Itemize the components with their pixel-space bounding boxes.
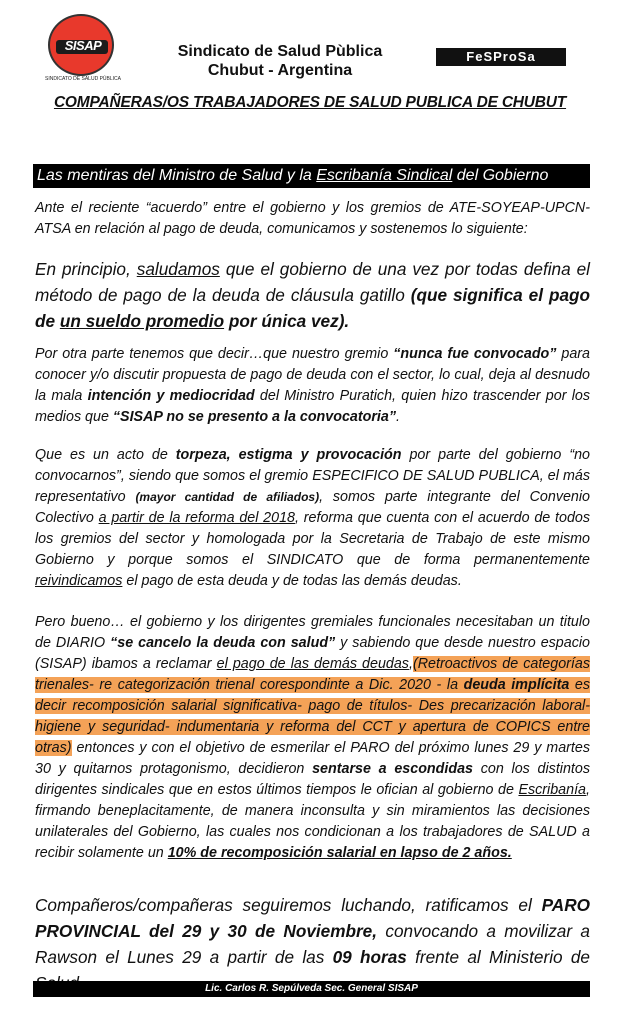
title-bar [33, 164, 590, 188]
paragraph-strike-call: Compañeros/compañeras seguiremos luchando, ratificamos el PARO PROVINCIAL del 29 y 30 de Noviembre, convocando a movilizar a Rawson el Lunes 29 a partir de las 09 horas frente al Ministerio de [35, 895, 590, 967]
organization-title [160, 42, 400, 80]
sisap-logo [38, 14, 128, 86]
letterhead [0, 14, 620, 84]
paragraph-greeting: En principio, saludamos que el gobierno de una vez por todas defina el método de pago de la deuda de cláusula gatillo (que significa el pago de un sueldo promedio por única vez). [35, 259, 591, 331]
sisap-logo-subtitle: SINDICATO DE SALUD PÚBLICA [45, 76, 121, 82]
title-part-1: Las mentiras del Ministro de Salud y la [37, 167, 317, 184]
organization-name: Sindicato de Salud Pùblica [177, 43, 383, 60]
fesprosa-logo-text: FeSProSa [436, 48, 566, 66]
organization-location: Chubut - Argentina [207, 62, 353, 79]
sisap-logo-text: SISAP [64, 38, 102, 53]
highlighted-claims: (Retroactivos de categorías trienales- re categorización trienal corespondinte a Dic. 2020 - la deuda implícita es decir recomposición salarial significativa- pago de títulos- Des precarización laboral- higiene y seguridad- indumentaria y reforma del CCT y apertura de COPICS entre otras) [35, 656, 590, 756]
title-part-3: del Gobierno [452, 167, 549, 184]
paragraph-intro: Ante el reciente “acuerdo” entre el gobierno y los gremios de ATE-SOYEAP-UPCN-ATSA en relación al pago de deuda, comunicamos y sostenemos lo siguiente: [35, 200, 590, 237]
title-part-2: Escribanía Sindical [316, 167, 453, 184]
fesprosa-logo [436, 38, 566, 72]
signature-bar: Lic. Carlos R. Sepúlveda Sec. General SISAP [33, 981, 590, 997]
sisap-logo-circle [48, 14, 114, 76]
paragraph-not-convened: Por otra parte tenemos que decir…que nuestro gremio “nunca fue convocado” para conocer y/o discutir propuesta de pago de deuda con el sector, lo cual, deja al desnudo la mala intención y mediocridad del Ministro Puratich, quien hizo trascender por los medios que “SISAP no se presento a la convocatoria”. [35, 346, 590, 425]
paragraph-debt-claims: Pero bueno… el gobierno y los dirigentes gremiales funcionales necesitaban un titulo de DIARIO “se cancelo la deuda con salud” y sabiendo que desde nuestro espacio (SISAP) ibamos a reclamar el pago de las demás deudas,(Retroactivos de categorías trienales- re categorización trienal corespondinte a Dic. 2020 - la deuda implícita es decir recomposición salarial significativa- pago de títulos- Des precarización laboral- higiene y seguridad- indumentaria y reforma del CCT y apertura de COPICS entre otras) entonces y con el objetivo de esmerilar el PARO del próximo lunes 29 y martes 30 y quitarnos protagonismo, decidieron sentarse a escondidas con los distintos dirigentes sindicales que en estos últimos tiempos le ofician al gobierno de Escribanía, firmando beneplacitamente, de manera inconsulta y sin miramientos las decisiones unilaterales del Gobierno, las cuales nos condicionan a los trabajadores de SALUD a recibir solamente un 10% de recomposición salarial en lapso de 2 años. [35, 614, 590, 861]
paragraph-provocation: Que es un acto de torpeza, estigma y provocación por parte del gobierno “no convocarnos”, siendo que somos el gremio ESPECIFICO DE SALUD PUBLICA, el más representativo (mayor cantidad de afiliados), somos parte integrante del Convenio Colectivo a partir de la reforma del 2018, reforma que cuenta con el acuerdo de todos los gremios del sector y homologada por la Secretaria de Trabajo de este mismo Gobierno y porque somos el SINDICATO que de forma permanentemente reivindicamos el pago de esta deuda y de todas las demás deudas. [35, 447, 590, 589]
document-headline: COMPAÑERAS/OS TRABAJADORES DE SALUD PUBLICA DE CHUBUT [53, 94, 567, 111]
